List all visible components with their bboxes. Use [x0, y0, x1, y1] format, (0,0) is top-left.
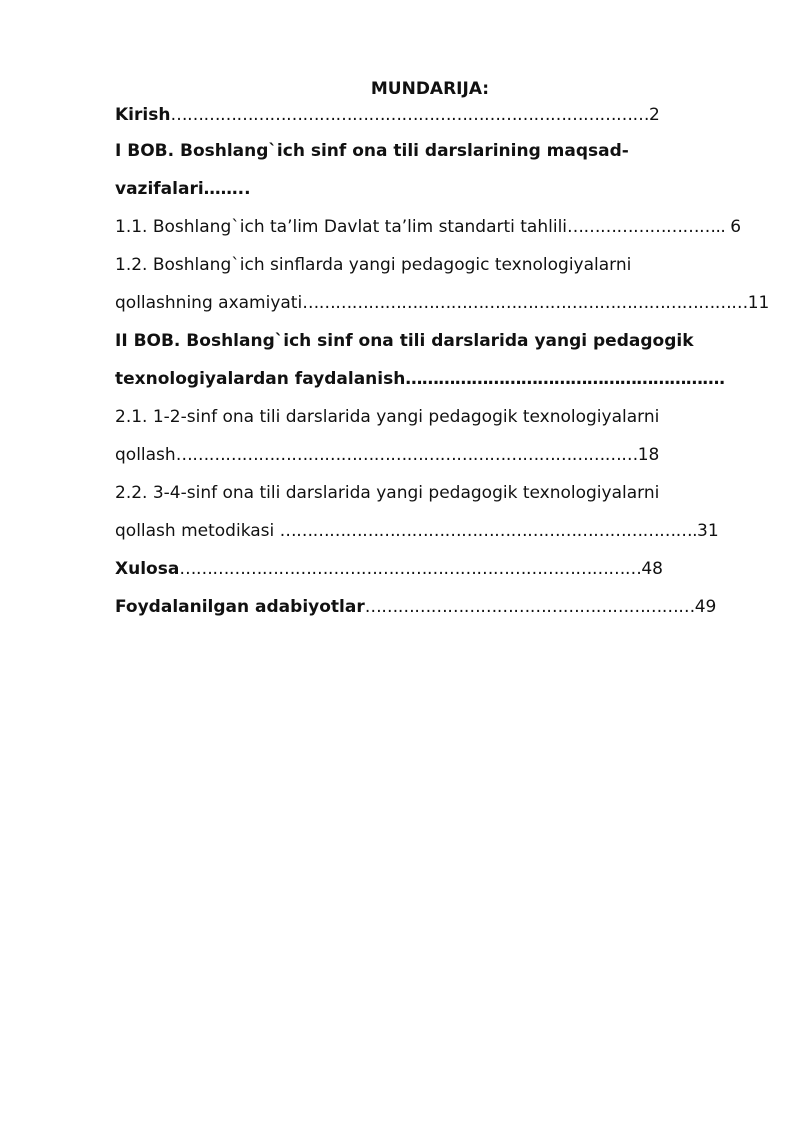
- toc-title: MUNDARIJA:: [370, 79, 490, 99]
- toc-leader-dots: ………………………………………………….: [405, 369, 725, 389]
- toc-entry-label: Kirish: [115, 105, 171, 125]
- toc-leader-dots: ……………………………………………………: [364, 597, 695, 617]
- table-of-contents: [115, 78, 770, 626]
- toc-entry-label: 1.1. Boshlang`ich ta’lim Davlat ta’lim standarti tahlili: [115, 217, 568, 237]
- toc-leader-dots: ………………………………………………………………….: [279, 521, 698, 541]
- toc-entry-chapter-2-line-1: II BOB. Boshlang`ich sinf ona tili darslarida yangi pedagogik: [115, 331, 694, 351]
- toc-page-number: 48: [641, 559, 663, 579]
- toc-entry-1-2-line-2: [115, 284, 770, 322]
- toc-leader-dots: …………………………………………………………………………: [175, 445, 638, 465]
- toc-entry-1-2-line-1: 1.2. Boshlang`ich sinflarda yangi pedagogic texnologiyalarni: [115, 255, 632, 275]
- toc-entry-1-1: [115, 208, 745, 246]
- toc-entry-2-2-line-2: [115, 512, 745, 550]
- toc-entry-label: Xulosa: [115, 559, 180, 579]
- toc-entry-label: qollashning axamiyati: [115, 293, 303, 313]
- toc-entry-2-1-line-2: [115, 436, 745, 474]
- toc-page-number: 49: [694, 597, 717, 617]
- toc-entry-chapter-1-line-1: I BOB. Boshlang`ich sinf ona tili darslarining maqsad-: [115, 141, 629, 161]
- toc-entry-chapter-1-line-2: [115, 170, 745, 208]
- toc-page-number: 18: [637, 445, 660, 465]
- toc-entry-label: qollash: [115, 445, 176, 465]
- toc-entry-kirish: [115, 102, 745, 128]
- toc-entry-label: Foydalanilgan adabiyotlar: [115, 597, 365, 617]
- toc-entry-xulosa: [115, 550, 745, 588]
- toc-leader-dots: ………………………..: [567, 217, 731, 237]
- toc-leader-dots: ……………………………………………………………………………: [170, 105, 649, 125]
- toc-leader-dots: …………………………………………………………………………: [179, 559, 642, 579]
- toc-entry-2-2-line-1: 2.2. 3-4-sinf ona tili darslarida yangi pedagogik texnologiyalarni: [115, 483, 660, 503]
- toc-entry-label: qollash metodikasi: [115, 521, 280, 541]
- toc-page-number: 31: [697, 521, 719, 541]
- toc-entry-label: vazifalari……..: [115, 179, 251, 199]
- toc-page-number: 11: [747, 293, 770, 313]
- toc-entry-adabiyotlar: [115, 588, 745, 626]
- toc-entry-2-1-line-1: 2.1. 1-2-sinf ona tili darslarida yangi pedagogik texnologiyalarni: [115, 407, 660, 427]
- toc-page-number: 6: [730, 217, 742, 237]
- toc-leader-dots: ………………………………………………………………………: [302, 293, 748, 313]
- toc-entry-chapter-2-line-2: [115, 360, 745, 398]
- toc-entry-label: texnologiyalardan faydalanish: [115, 369, 406, 389]
- toc-page-number: 2: [648, 105, 660, 125]
